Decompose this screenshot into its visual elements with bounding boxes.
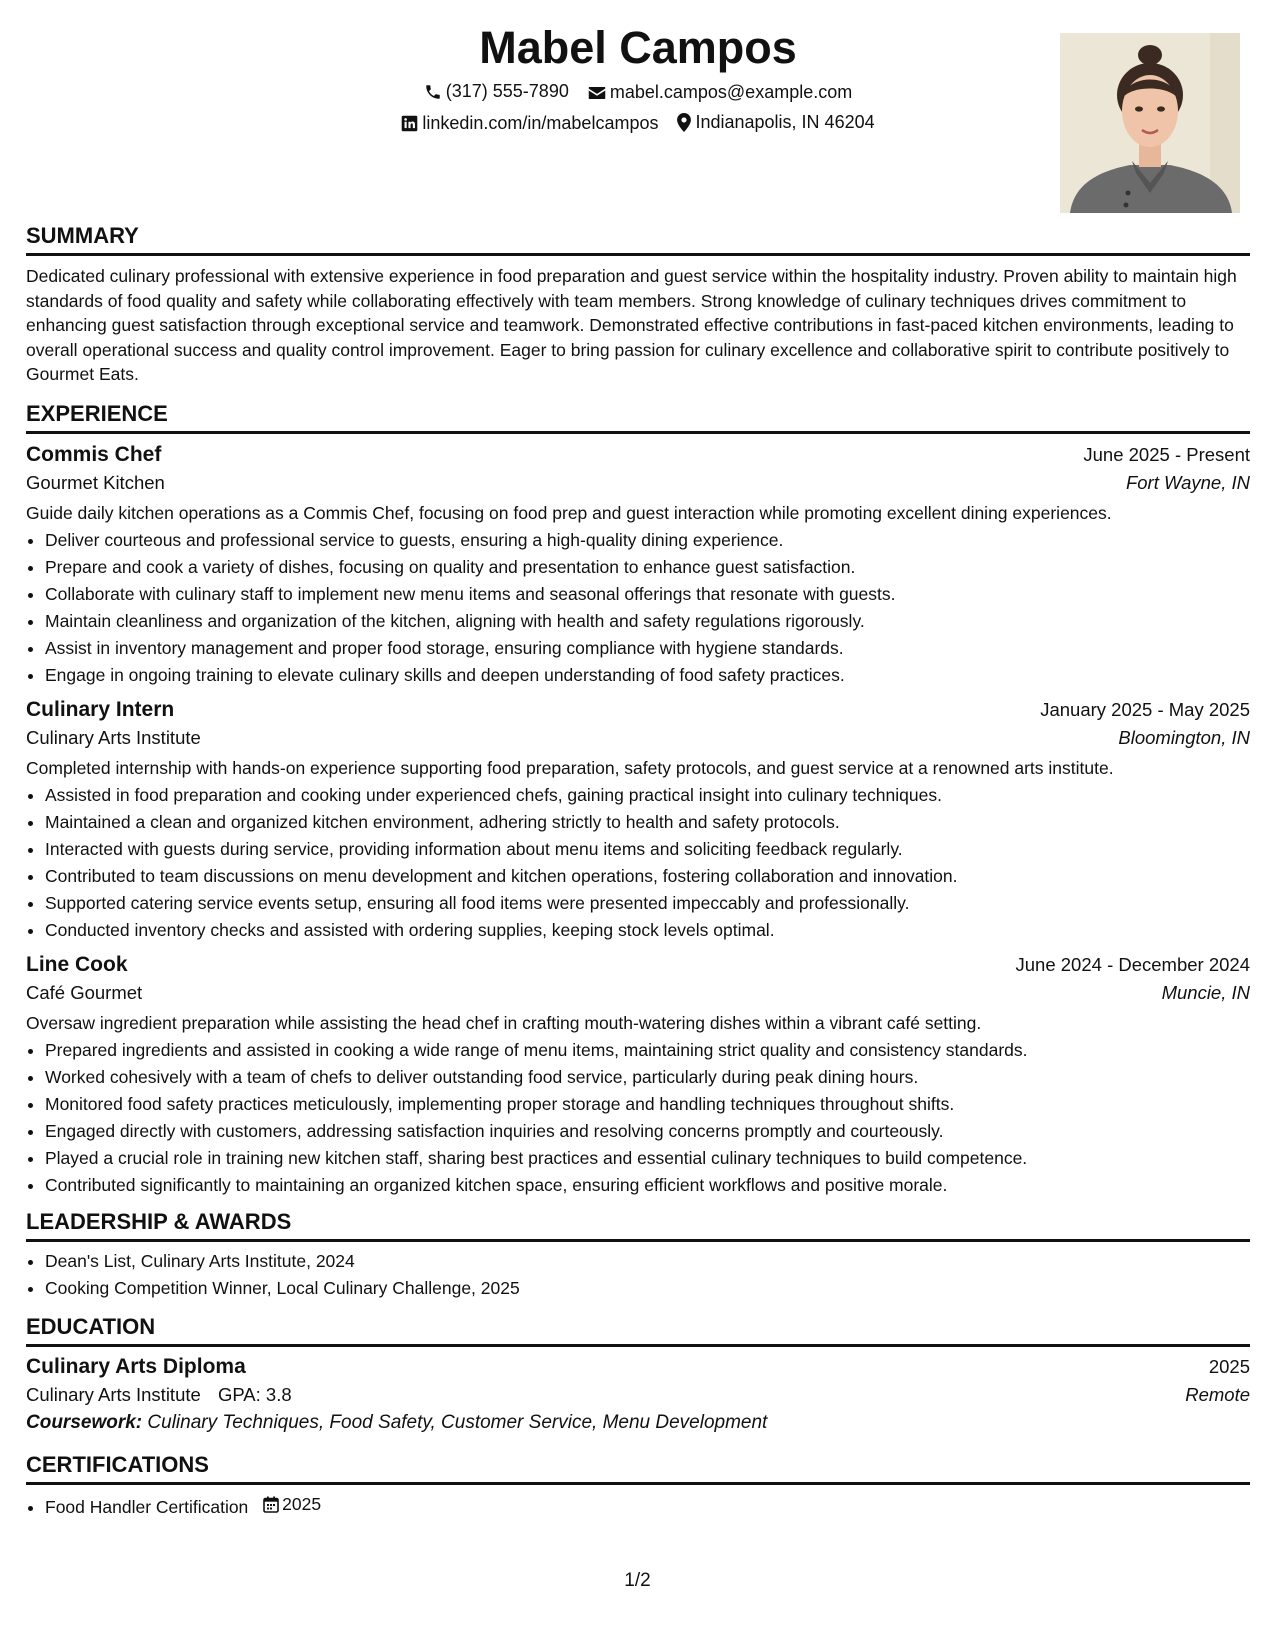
job-bullets [26, 782, 1250, 944]
phone-contact [424, 81, 569, 102]
awards-heading: LEADERSHIP & AWARDS [26, 1209, 1250, 1242]
education-school: Culinary Arts Institute [26, 1383, 201, 1405]
list-item [45, 1491, 1250, 1521]
list-item: • Dean's List, Culinary Arts Institute, 2024 [45, 1248, 1250, 1275]
resume-page [26, 0, 1250, 1521]
linkedin-contact[interactable] [401, 113, 658, 134]
list-item: • Engaged directly with customers, addressing satisfaction inquiries and resolving concerns promptly and courteously. [45, 1118, 1250, 1145]
location-text: Indianapolis, IN 46204 [695, 112, 875, 132]
education-heading: EDUCATION [26, 1314, 1250, 1347]
awards-section [26, 1209, 1250, 1302]
candidate-name: Mabel Campos [479, 22, 797, 73]
coursework [26, 1412, 1250, 1434]
phone-icon [424, 83, 442, 101]
summary-section [26, 223, 1250, 387]
certification-name: Food Handler Certification [45, 1496, 249, 1517]
list-item: • Assist in inventory management and proper food storage, ensuring compliance with hygiene standards. [45, 635, 1250, 662]
profile-photo [1060, 33, 1240, 213]
summary-text: Dedicated culinary professional with extensive experience in food preparation and guest service within the hospitality industry. Proven ability to maintain high standards of food quality and safety while collaborating effectively with team members. Strong knowledge of culinary techniques drives commitment to enhancing guest satisfaction through exceptional service and teamwork. Demonstrated effective contributions in fast-paced kitchen environments, leading to overall operational success and quality control improvement. Eager to bring passion for culinary excellence and collaborative spirit to contribute positively to Gourmet Eats. [26, 266, 1237, 385]
job-description: Oversaw ingredient preparation while assisting the head chef in crafting mouth-watering dishes within a vibrant café setting. [26, 1012, 982, 1033]
list-item: • Cooking Competition Winner, Local Culinary Challenge, 2025 [45, 1275, 1250, 1302]
job-title: Commis Chef [26, 442, 162, 466]
experience-heading: EXPERIENCE [26, 401, 1250, 434]
job-dates: June 2024 - December 2024 [1015, 953, 1250, 975]
degree-title: Culinary Arts Diploma [26, 1354, 246, 1378]
list-item: • Maintain cleanliness and organization of the kitchen, aligning with health and safety regulations rigorously. [45, 608, 1250, 635]
job-location: Fort Wayne, IN [1125, 471, 1250, 493]
email-icon [588, 85, 606, 101]
list-item: • Prepare and cook a variety of dishes, focusing on quality and presentation to enhance guest satisfaction. [45, 554, 1250, 581]
job-company: Café Gourmet [26, 981, 143, 1003]
linkedin-icon [401, 115, 418, 132]
email-contact[interactable] [588, 82, 852, 103]
list-item: • Collaborate with culinary staff to implement new menu items and seasonal offerings that resonate with guests. [45, 581, 1250, 608]
coursework-list: Culinary Techniques, Food Safety, Customer Service, Menu Development [147, 1411, 768, 1433]
certification-date [263, 1491, 321, 1518]
coursework-label: Coursework: [26, 1411, 143, 1433]
certification-year: 2025 [282, 1493, 322, 1514]
job-title: Line Cook [26, 952, 128, 976]
job-entry [26, 953, 1250, 1199]
list-item: • Engage in ongoing training to elevate culinary skills and deepen understanding of food safety practices. [45, 662, 1250, 689]
education-section [26, 1314, 1250, 1434]
linkedin-text: linkedin.com/in/mabelcampos [422, 113, 659, 133]
location-pin-icon [677, 113, 691, 132]
list-item: • Conducted inventory checks and assisted with ordering supplies, keeping stock levels optimal. [45, 917, 1250, 944]
job-bullets [26, 1037, 1250, 1199]
job-company: Gourmet Kitchen [26, 471, 165, 493]
list-item: • Supported catering service events setup, ensuring all food items were presented impeccably and professionally. [45, 890, 1250, 917]
certifications-list [26, 1491, 1250, 1521]
job-location: Bloomington, IN [1118, 726, 1250, 748]
certifications-heading: CERTIFICATIONS [26, 1452, 1250, 1485]
page-number: 1/2 [624, 1570, 651, 1591]
education-gpa: GPA: 3.8 [217, 1383, 292, 1405]
phone-text: (317) 555-7890 [445, 81, 569, 101]
list-item: • Monitored food safety practices meticulously, implementing proper storage and handling techniques throughout shifts. [45, 1091, 1250, 1118]
email-text: mabel.campos@example.com [609, 82, 853, 102]
list-item: • Deliver courteous and professional service to guests, ensuring a high-quality dining experience. [45, 527, 1250, 554]
experience-section [26, 401, 1250, 1199]
job-description: Guide daily kitchen operations as a Commis Chef, focusing on food prep and guest interaction while promoting excellent dining experiences. [26, 502, 1112, 523]
calendar-icon [263, 1496, 279, 1513]
list-item: • Prepared ingredients and assisted in cooking a wide range of menu items, maintaining strict quality and consistency standards. [45, 1037, 1250, 1064]
summary-heading: SUMMARY [26, 223, 1250, 256]
list-item: • Interacted with guests during service, providing information about menu items and soliciting feedback regularly. [45, 836, 1250, 863]
awards-list [26, 1248, 1250, 1302]
job-company: Culinary Arts Institute [26, 726, 201, 748]
job-title: Culinary Intern [26, 697, 175, 721]
job-entry [26, 698, 1250, 944]
list-item: • Contributed to team discussions on menu development and kitchen operations, fostering collaboration and innovation. [45, 863, 1250, 890]
list-item: • Contributed significantly to maintaining an organized kitchen space, ensuring efficient workflows and positive morale. [45, 1172, 1250, 1199]
job-dates: January 2025 - May 2025 [1040, 698, 1250, 720]
list-item: • Assisted in food preparation and cooking under experienced chefs, gaining practical insight into culinary techniques. [45, 782, 1250, 809]
job-dates: June 2025 - Present [1083, 443, 1250, 465]
job-location: Muncie, IN [1161, 981, 1250, 1003]
job-entry [26, 443, 1250, 689]
job-description: Completed internship with hands-on experience supporting food preparation, safety protocols, and guest service at a renowned arts institute. [26, 757, 1114, 778]
certifications-section [26, 1452, 1250, 1521]
list-item: • Played a crucial role in training new kitchen staff, sharing best practices and essential culinary techniques to build competence. [45, 1145, 1250, 1172]
education-year: 2025 [1208, 1355, 1250, 1377]
list-item: • Maintained a clean and organized kitchen environment, adhering strictly to health and safety protocols. [45, 809, 1250, 836]
location-contact [677, 112, 874, 133]
education-location: Remote [1185, 1383, 1250, 1405]
resume-header [26, 0, 1250, 215]
list-item: • Worked cohesively with a team of chefs to deliver outstanding food service, particularly during peak dining hours. [45, 1064, 1250, 1091]
job-bullets [26, 527, 1250, 689]
